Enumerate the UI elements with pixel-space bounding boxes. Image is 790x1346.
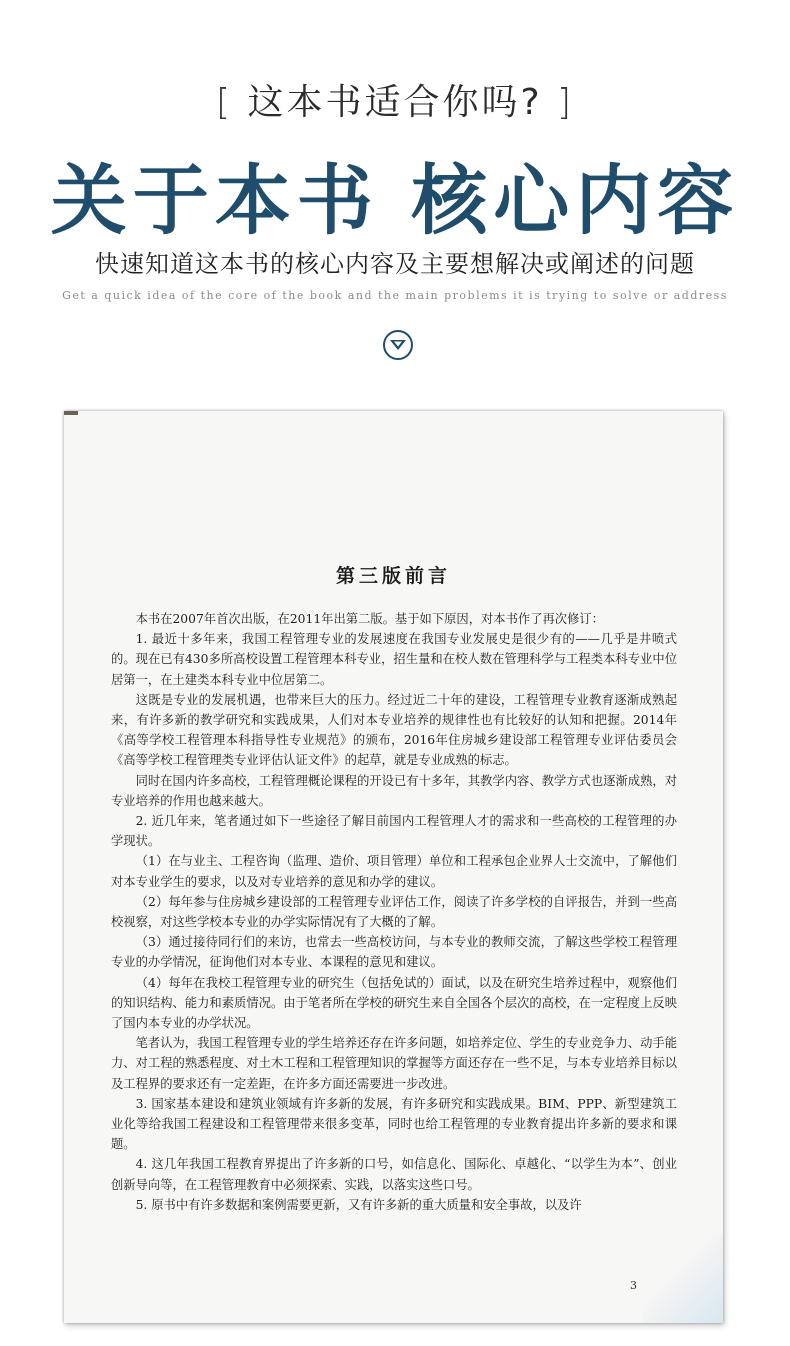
paragraph: （3）通过接待同行们的来访，也常去一些高校访问，与本专业的教师交流，了解这些学校工程管理专业的办学情况，征询他们对本专业、本课程的意见和建议。 bbox=[111, 935, 677, 970]
chevron-down-circle-icon[interactable] bbox=[383, 330, 413, 360]
kicker-text: 这本书适合你吗? bbox=[247, 82, 543, 123]
page-glare bbox=[643, 1233, 723, 1323]
paragraph: 本书在2007年首次出版，在2011年出第二版。基于如下原因，对本书作了再次修订： bbox=[135, 612, 604, 626]
paragraph: 同时在国内许多高校，工程管理概论课程的开设已有十多年，其教学内容、教学方式也逐渐成熟，对专业培养的作用也越来越大。 bbox=[111, 773, 677, 808]
subtitle: 快速知道这本书的核心内容及主要想解决或阐述的问题 bbox=[95, 250, 695, 278]
bracket-right: ] bbox=[557, 82, 575, 123]
document-title: 第三版前言 bbox=[335, 565, 451, 587]
header-section bbox=[0, 0, 790, 400]
paragraph: 笔者认为，我国工程管理专业的学生培养还存在许多问题，如培养定位、学生的专业竞争力、动手能力、对工程的熟悉程度、对土木工程和工程管理知识的掌握等方面还存在一些不足，与本专业培养目标以及工程界的要求还有一定差距，在许多方面还需要进一步改进。 bbox=[111, 1036, 677, 1091]
paragraph: （4）每年在我校工程管理专业的研究生（包括免试的）面试，以及在研究生培养过程中，观察他们的知识结构、能力和素质情况。由于笔者所在学校的研究生来自全国各个层次的高校，在一定程度上反映了国内本专业的办学状况。 bbox=[111, 975, 677, 1031]
paragraph: （2）每年参与住房城乡建设部的工程管理专业评估工作，阅读了许多学校的自评报告，并到一些高校视察，对这些学校本专业的办学实际情况有了大概的了解。 bbox=[111, 894, 677, 930]
subtitle-english: Get a quick idea of the core of the book and the main problems it is trying to solve or address bbox=[62, 289, 728, 302]
page-number: 3 bbox=[630, 1279, 637, 1292]
paragraph: 这既是专业的发展机遇，也带来巨大的压力。经过近二十年的建设，工程管理专业教育逐渐成熟起来，有许多新的教学研究和实践成果，人们对本专业培养的规律性也有比较好的认知和把握。2014年《高等学校工程管理本科指导性专业规范》的颁布，2016年住房城乡建设部工程管理专业评估委员会《高等学校工程管理类专业评估认证文件》的起草，就是专业成熟的标志。 bbox=[111, 692, 677, 768]
bracket-left: [ bbox=[215, 82, 233, 123]
paragraph: 2. 近几年来，笔者通过如下一些途径了解目前国内工程管理人才的需求和一些高校的工程管理的办学现状。 bbox=[111, 814, 677, 849]
main-headline: 关于本书 核心内容 bbox=[50, 156, 740, 245]
paragraph: 3. 国家基本建设和建筑业领域有许多新的发展，有许多研究和实践成果。BIM、PPP、新型建筑工业化等给我国工程建设和工程管理带来很多变革，同时也给工程管理的专业教育提出许多新的要求和课题。 bbox=[111, 1096, 677, 1152]
paragraph: 5. 原书中有许多数据和案例需要更新，又有许多新的重大质量和安全事故，以及许 bbox=[135, 1197, 582, 1212]
book-page-scan bbox=[64, 411, 723, 1323]
page-corner-shadow bbox=[64, 411, 78, 415]
paragraph: 1. 最近十多年来，我国工程管理专业的发展速度在我国专业发展史是很少有的——几乎是井喷式的。现在已有430多所高校设置工程管理本科专业，招生量和在校人数在管理科学与工程类本科专业中位居第一，在土建类本科专业中位居第二。 bbox=[111, 632, 677, 687]
paragraph: （1）在与业主、工程咨询（监理、造价、项目管理）单位和工程承包企业界人士交流中，了解他们对本专业学生的要求，以及对专业培养的意见和办学的建议。 bbox=[111, 854, 677, 889]
kicker-heading bbox=[0, 74, 790, 125]
paragraph: 4. 这几年我国工程教育界提出了许多新的口号，如信息化、国际化、卓越化、“以学生为本”、创业创新导向等，在工程管理教育中必须探索、实践，以落实这些口号。 bbox=[111, 1157, 677, 1192]
document-body bbox=[111, 609, 677, 1215]
